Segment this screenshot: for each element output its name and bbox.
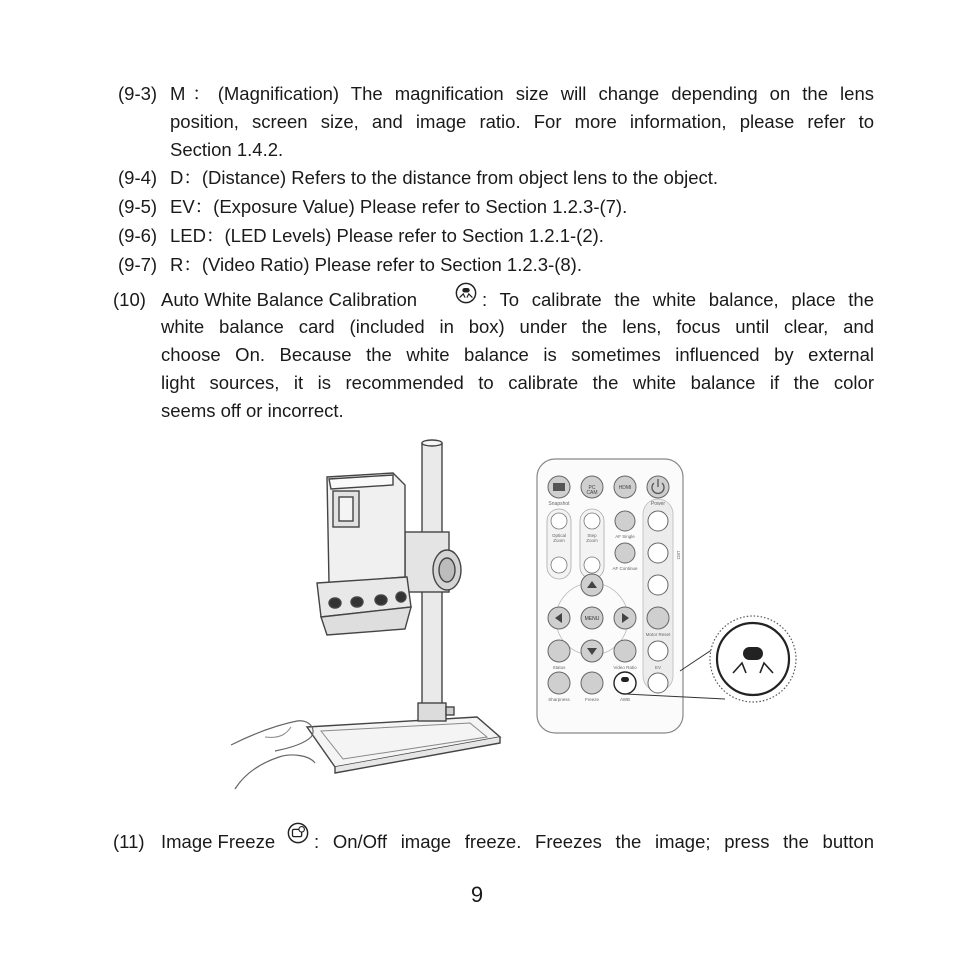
item-9-6-text: LED：(LED Levels) Please refer to Section 1.2.1-(2). bbox=[170, 225, 604, 246]
af-continue-label: AF Continue bbox=[612, 566, 638, 571]
power-label: Power bbox=[650, 501, 666, 507]
status-label: Status bbox=[552, 665, 566, 670]
item-9-7-number: (9-7) bbox=[118, 254, 158, 275]
item-10-line-1b: : To calibrate the white balance, place the bbox=[482, 289, 874, 310]
step-zoom-label: Step Zoom bbox=[586, 533, 598, 543]
item-11-line-1a: Image Freeze bbox=[161, 831, 276, 852]
item-10-number: (10) bbox=[113, 289, 146, 310]
ev-label: EV bbox=[654, 665, 662, 670]
item-10-line-1a: Auto White Balance Calibration bbox=[161, 289, 418, 310]
pc-cam-label: PC CAM bbox=[586, 485, 598, 496]
item-9-5-text: EV：(Exposure Value) Please refer to Section 1.2.3-(7). bbox=[170, 196, 628, 217]
item-9-4-number: (9-4) bbox=[118, 167, 158, 188]
item-9-3-line-2: position, screen size, and image ratio. For more information, please refer to bbox=[170, 111, 874, 132]
item-10-line-2: white balance card (included in box) under the lens, focus until clear, and bbox=[161, 316, 874, 337]
motor-reset-label: Motor Reset bbox=[645, 632, 671, 637]
menu-label: MENU bbox=[584, 616, 600, 622]
item-9-5-number: (9-5) bbox=[118, 196, 158, 217]
remote-control-illustration bbox=[537, 459, 796, 733]
page-number: 9 bbox=[470, 882, 484, 907]
freeze-icon bbox=[287, 822, 309, 844]
sharpness-label: Sharpness bbox=[548, 697, 570, 702]
item-9-3-line-1: M：(Magnification) The magnification size will change depending on the lens bbox=[170, 83, 874, 104]
led-label: LED bbox=[676, 550, 681, 560]
item-10-line-3: choose On. Because the white balance is sometimes influenced by external bbox=[161, 344, 874, 365]
awb-icon bbox=[455, 282, 477, 304]
optical-zoom-label: Optical Zoom bbox=[551, 533, 567, 543]
item-10-line-5: seems off or incorrect. bbox=[161, 400, 344, 421]
snapshot-label: Snapshot bbox=[548, 501, 570, 507]
video-ratio-label: Video Ratio bbox=[613, 665, 637, 670]
af-single-label: AF Single bbox=[615, 534, 635, 539]
item-9-6-number: (9-6) bbox=[118, 225, 158, 246]
item-9-4-text: D：(Distance) Refers to the distance from object lens to the object. bbox=[170, 167, 719, 188]
hdmi-label: HDMI bbox=[618, 485, 632, 491]
item-9-3-line-3: Section 1.4.2. bbox=[170, 139, 284, 160]
item-10-line-4: light sources, it is recommended to calibrate the white balance if the color bbox=[161, 372, 874, 393]
freeze-label: Freeze bbox=[584, 697, 600, 702]
item-11-number: (11) bbox=[113, 831, 145, 852]
microscope-and-remote-figure bbox=[225, 437, 805, 797]
item-9-7-text: R：(Video Ratio) Please refer to Section 1.2.3-(8). bbox=[170, 254, 582, 275]
microscope-illustration bbox=[231, 440, 500, 789]
item-9-3-number: (9-3) bbox=[118, 83, 158, 104]
item-11-line-1b: : On/Off image freeze. Freezes the image; press the button bbox=[314, 831, 874, 852]
awb-label: AWB bbox=[619, 697, 631, 702]
